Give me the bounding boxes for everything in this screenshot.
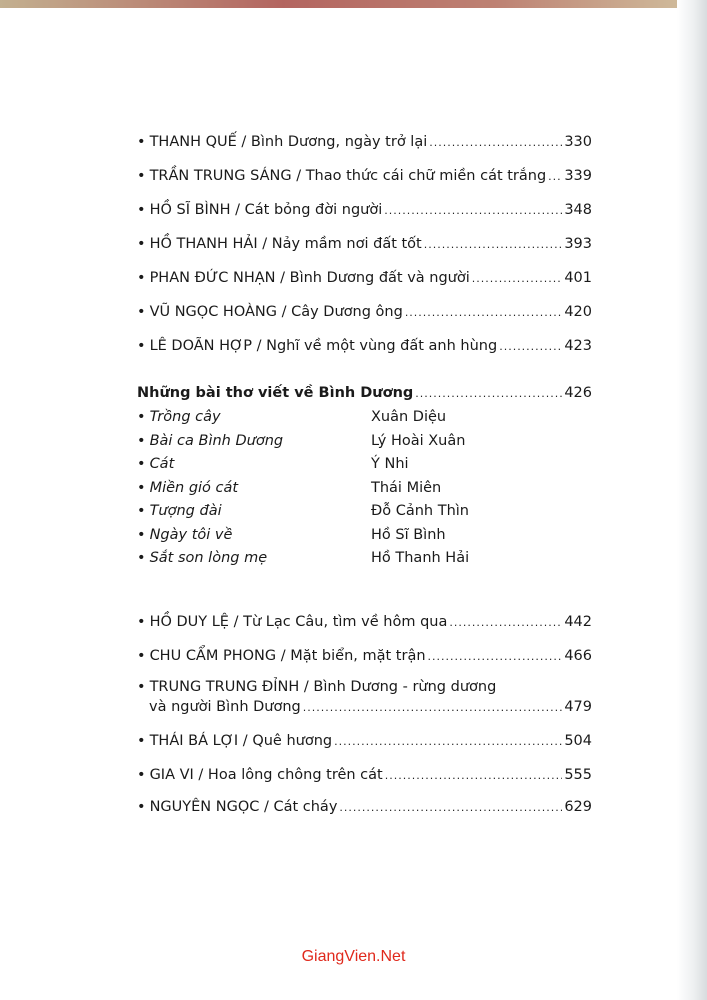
entry-page: 423	[564, 338, 592, 354]
entry-title: Quê hương	[252, 733, 333, 749]
entry-title: Cát bỏng đời người	[244, 202, 383, 218]
toc-entry-two-line	[137, 677, 592, 731]
toc-entry	[137, 200, 592, 234]
bullet: •	[137, 338, 146, 354]
poem-title: Ngày tôi về	[149, 526, 233, 543]
entry-title: Bình Dương đất và người	[289, 270, 470, 286]
separator: /	[230, 202, 245, 218]
dot-leader	[429, 133, 562, 153]
entry-page: 426	[564, 385, 592, 401]
dot-leader	[385, 766, 563, 786]
bullet: •	[137, 550, 146, 566]
entry-page: 629	[564, 799, 592, 815]
entry-title: Cây Dương ông	[291, 304, 403, 320]
dot-leader	[472, 269, 563, 289]
bullet: •	[137, 614, 146, 630]
bullet: •	[137, 304, 146, 320]
entry-author: TRẦN TRUNG SÁNG	[149, 168, 292, 184]
poem-author: Hồ Sĩ Bình	[371, 526, 446, 543]
entry-title-continued: và người Bình Dương	[149, 699, 301, 715]
poem-author: Ý Nhi	[371, 456, 409, 472]
poem-author: Đỗ Cảnh Thìn	[371, 503, 469, 519]
separator: /	[257, 236, 272, 252]
bullet: •	[137, 648, 146, 664]
dot-leader	[405, 303, 563, 323]
poem-title: Trồng cây	[149, 409, 221, 425]
section-heading: Những bài thơ viết về Bình Dương	[137, 385, 414, 401]
toc-group-2	[137, 612, 592, 827]
dot-leader	[499, 337, 562, 357]
toc-poems-section	[137, 383, 592, 571]
dot-leader	[303, 698, 563, 718]
separator: /	[238, 733, 253, 749]
entry-page: 504	[564, 733, 592, 749]
poem-author: Xuân Diệu	[371, 409, 447, 425]
entry-title: Thao thức cái chữ miền cát trắng	[305, 168, 547, 184]
separator: /	[275, 270, 290, 286]
bullet: •	[137, 409, 146, 425]
entry-page: 442	[564, 614, 592, 630]
dot-leader	[415, 384, 562, 404]
entry-title: Mặt biển, mặt trận	[290, 648, 426, 664]
entry-title: Bình Dương - rừng dương	[313, 679, 497, 695]
toc-entry	[137, 612, 592, 646]
entry-author: HỒ SĨ BÌNH	[149, 202, 231, 218]
bullet: •	[137, 202, 146, 218]
entry-title: Nảy mầm nơi đất tốt	[271, 236, 422, 252]
toc-entry	[137, 646, 592, 677]
entry-page: 466	[564, 648, 592, 664]
toc-entry	[137, 132, 592, 166]
entry-author: PHAN ĐỨC NHẠN	[149, 270, 276, 286]
bullet: •	[137, 456, 146, 472]
entry-page: 330	[564, 134, 592, 150]
poem-author: Thái Miên	[371, 479, 442, 496]
toc-entry	[137, 268, 592, 302]
bullet: •	[137, 767, 146, 783]
bullet: •	[137, 799, 146, 815]
bullet: •	[137, 270, 146, 286]
separator: /	[291, 168, 306, 184]
poem-title: Tượng đài	[149, 503, 222, 519]
toc-entry	[137, 234, 592, 268]
poem-title: Bài ca Bình Dương	[149, 432, 284, 449]
page-right-edge-shadow	[677, 0, 707, 1000]
separator: /	[252, 338, 267, 354]
dot-leader	[548, 167, 562, 187]
bullet: •	[137, 679, 146, 695]
entry-author: LÊ DOÃN HỢP	[149, 338, 252, 354]
entry-page: 479	[564, 699, 592, 715]
entry-author: THANH QUẾ	[149, 134, 237, 150]
page-top-edge	[0, 0, 707, 8]
toc-group-1	[137, 132, 592, 370]
poem-item	[137, 477, 592, 501]
separator: /	[228, 614, 244, 630]
dot-leader	[424, 235, 563, 255]
poem-item	[137, 547, 592, 571]
entry-author: THÁI BÁ LỢI	[149, 733, 239, 749]
poem-title: Sắt son lòng mẹ	[149, 550, 268, 566]
bullet: •	[137, 526, 146, 543]
poem-item	[137, 500, 592, 524]
separator: /	[193, 767, 208, 783]
bullet: •	[137, 733, 146, 749]
dot-leader	[428, 647, 563, 667]
bullet: •	[137, 236, 146, 252]
toc-entry	[137, 336, 592, 370]
toc-entry	[137, 797, 592, 827]
entry-page: 393	[564, 236, 592, 252]
entry-author: NGUYÊN NGỌC	[149, 799, 260, 815]
dot-leader	[339, 798, 562, 818]
entry-author: TRUNG TRUNG ĐỈNH	[149, 679, 300, 695]
separator: /	[236, 134, 251, 150]
separator: /	[299, 679, 314, 695]
entry-title: Từ Lạc Câu, tìm về hôm qua	[243, 614, 448, 630]
poem-author: Hồ Thanh Hải	[371, 550, 470, 566]
poem-author: Lý Hoài Xuân	[371, 432, 466, 449]
bullet: •	[137, 134, 146, 150]
poem-item	[137, 406, 592, 430]
entry-author: GIA VI	[149, 767, 194, 783]
bullet: •	[137, 168, 146, 184]
poem-item	[137, 453, 592, 477]
entry-title: Bình Dương, ngày trở lại	[250, 134, 428, 150]
poem-item	[137, 524, 592, 548]
entry-page: 420	[564, 304, 592, 320]
poem-title: Cát	[149, 456, 175, 472]
separator: /	[277, 304, 292, 320]
entry-title: Hoa lông chông trên cát	[207, 767, 383, 783]
separator: /	[276, 648, 291, 664]
entry-page: 339	[564, 168, 592, 184]
entry-page: 348	[564, 202, 592, 218]
toc-entry	[137, 731, 592, 765]
section-heading-entry	[137, 383, 592, 404]
entry-title: Nghĩ về một vùng đất anh hùng	[266, 338, 498, 354]
dot-leader	[449, 613, 562, 633]
entry-author: CHU CẨM PHONG	[149, 648, 277, 664]
bullet: •	[137, 503, 146, 519]
entry-title: Cát cháy	[273, 799, 338, 815]
poem-title: Miền gió cát	[149, 479, 239, 496]
entry-author: VŨ NGỌC HOÀNG	[149, 304, 277, 320]
toc-entry	[137, 302, 592, 336]
bullet: •	[137, 432, 146, 449]
watermark-link[interactable]: GiangVien.Net	[301, 948, 406, 965]
entry-page: 555	[564, 767, 592, 783]
dot-leader	[384, 201, 562, 221]
separator: /	[259, 799, 274, 815]
entry-page: 401	[564, 270, 592, 286]
entry-author: HỒ THANH HẢI	[149, 236, 258, 252]
toc-entry	[137, 166, 592, 200]
bullet: •	[137, 479, 146, 496]
toc-entry	[137, 765, 592, 797]
entry-author: HỒ DUY LỆ	[149, 614, 229, 630]
dot-leader	[334, 732, 562, 752]
poem-item	[137, 430, 592, 454]
